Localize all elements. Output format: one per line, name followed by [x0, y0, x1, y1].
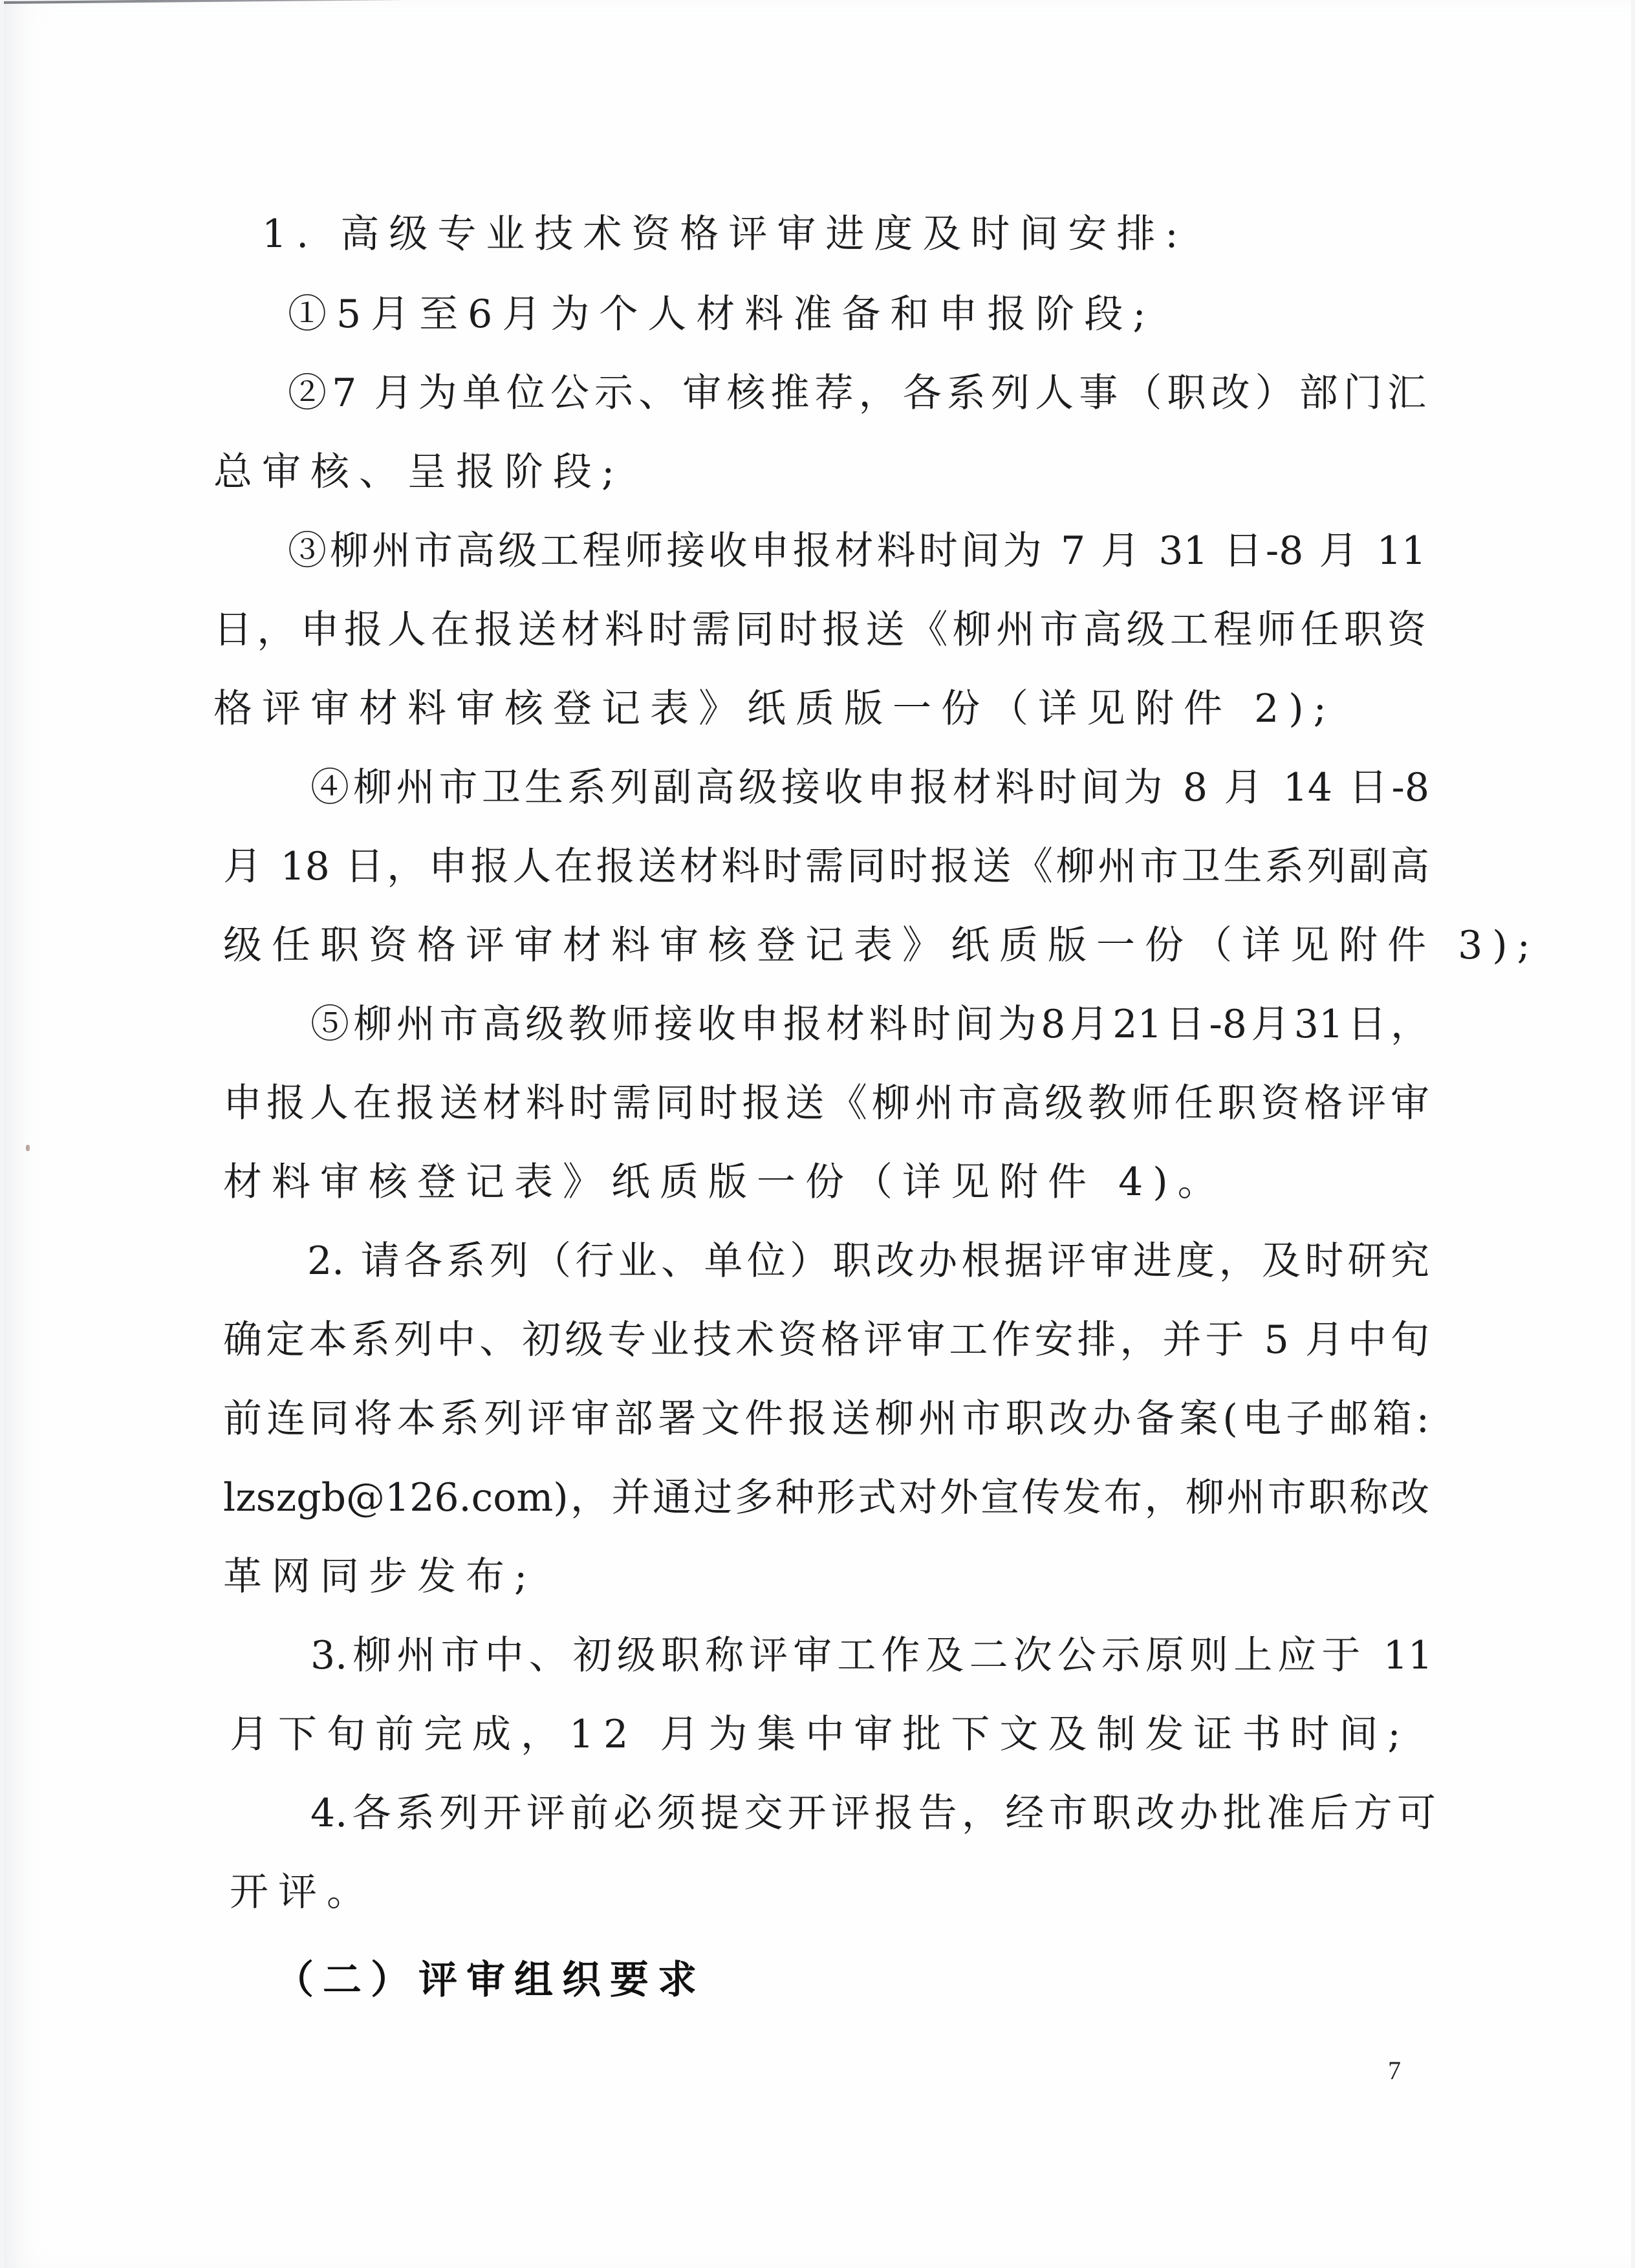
schedule-item-1: ①5月至6月为个人材料准备和申报阶段; — [288, 292, 1156, 337]
schedule-item-5-line-3: 材料审核登记表》纸质版一份（详见附件 4)。 — [223, 1160, 1226, 1205]
paragraph-4-line-2: 开评。 — [230, 1870, 375, 1915]
paragraph-3-line-1: 3.柳州市中、初级职称评审工作及二次公示原则上应于 11 — [310, 1633, 1433, 1678]
schedule-item-5-line-2: 申报人在报送材料时需同时报送《柳州市高级教师任职资格评审 — [223, 1081, 1429, 1126]
schedule-item-5-line-1: ⑤柳州市高级教师接收申报材料时间为8月21日-8月31日， — [310, 1002, 1429, 1047]
schedule-item-3-line-1: ③柳州市高级工程师接收申报材料时间为 7 月 31 日-8 月 11 — [288, 528, 1426, 574]
paragraph-2-line-4-email: lzszgb@126.com)，并通过多种形式对外宣传发布，柳州市职称改 — [223, 1475, 1429, 1520]
schedule-item-3-line-3: 格评审材料审核登记表》纸质版一份（详见附件 2); — [213, 686, 1336, 731]
schedule-item-2-line-2: 总审核、呈报阶段; — [213, 449, 625, 495]
schedule-item-3-line-2: 日，申报人在报送材料时需同时报送《柳州市高级工程师任职资 — [213, 607, 1426, 653]
paragraph-4-line-1: 4.各系列开评前必须提交开评报告，经市职改办批准后方可 — [310, 1791, 1436, 1836]
paragraph-2-line-5: 革网同步发布; — [223, 1554, 537, 1599]
paragraph-1-heading: 1. 高级专业技术资格评审进度及时间安排: — [262, 211, 1188, 257]
schedule-item-4-line-2: 月 18 日，申报人在报送材料时需同时报送《柳州市卫生系列副高 — [223, 844, 1429, 889]
paragraph-2-line-1: 2. 请各系列（行业、单位）职改办根据评审进度，及时研究 — [307, 1238, 1429, 1284]
schedule-item-4-line-3: 级任职资格评审材料审核登记表》纸质版一份（详见附件 3); — [223, 923, 1540, 968]
schedule-item-4-line-1: ④柳州市卫生系列副高级接收申报材料时间为 8 月 14 日-8 — [310, 765, 1429, 810]
page-number: 7 — [1388, 2056, 1401, 2085]
paragraph-3-line-2: 月下旬前完成，12 月为集中审批下文及制发证书时间; — [230, 1712, 1411, 1757]
paragraph-2-line-2: 确定本系列中、初级专业技术资格评审工作安排，并于 5 月中旬 — [223, 1317, 1429, 1363]
scanned-page — [4, 0, 1631, 2268]
scan-speck — [26, 1145, 30, 1151]
schedule-item-2-line-1: ②7 月为单位公示、审核推荐，各系列人事（职改）部门汇 — [288, 371, 1426, 416]
paragraph-2-line-3: 前连同将本系列评审部署文件报送柳州市职改办备案(电子邮箱: — [223, 1396, 1429, 1442]
section-heading-review-organization: （二）评审组织要求 — [275, 1958, 706, 2003]
